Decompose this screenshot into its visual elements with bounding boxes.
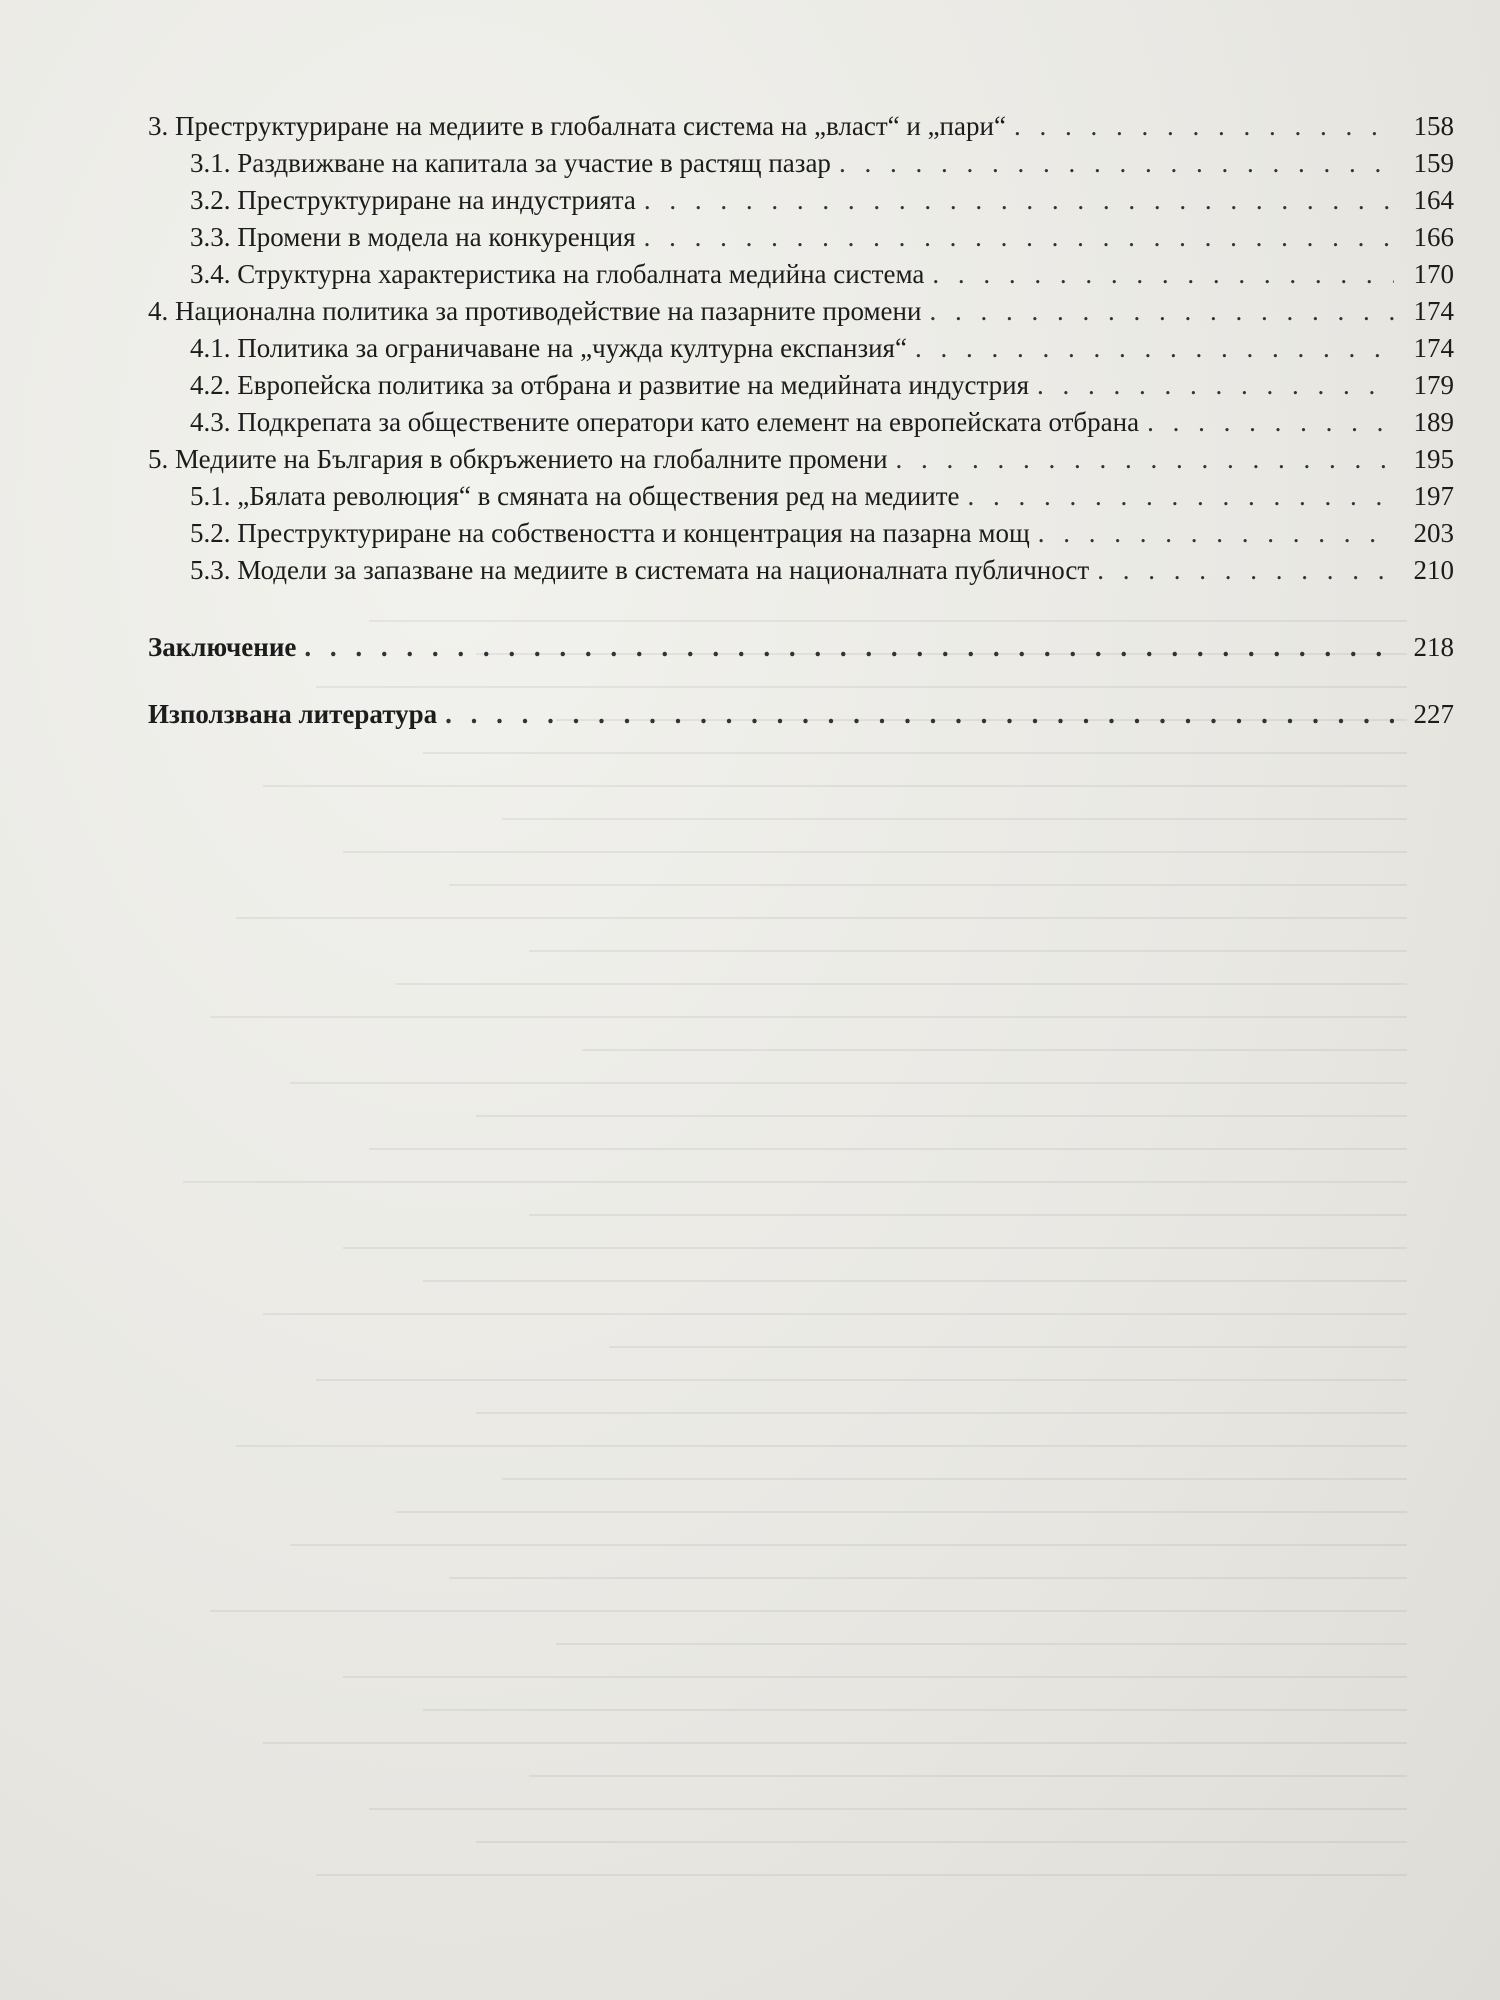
toc-entry-page: 166 (1413, 222, 1454, 252)
toc-conclusion (148, 629, 1454, 666)
toc-entry-title: 3.4. Структурна характеристика на глобалната медийна система (190, 259, 925, 289)
toc-entry-title: 5.2. Преструктуриране на собствеността и концентрация на пазарна мощ (190, 518, 1030, 548)
toc-conclusion-page: 218 (1413, 632, 1454, 662)
toc-entry-page: 158 (1413, 111, 1454, 141)
toc-entry-title: 3.2. Преструктуриране на индустрията (190, 185, 636, 215)
toc-entry (148, 478, 1454, 515)
dot-leader (1097, 552, 1394, 589)
toc-entry-page: 195 (1413, 444, 1454, 474)
toc-entry-title: 5. Медиите на България в обкръжението на глобалните промени (148, 444, 888, 474)
toc-entry-title: 5.1. „Бялата революция“ в смяната на обществения ред на медиите (190, 481, 960, 511)
toc-entry (148, 441, 1454, 478)
dot-leader (915, 330, 1394, 367)
toc-bibliography-page: 227 (1413, 699, 1454, 729)
toc-entry (148, 108, 1454, 145)
show-through-text (130, 620, 1460, 1980)
toc-entry-page: 179 (1413, 370, 1454, 400)
dot-leader (644, 182, 1394, 219)
dot-leader (1037, 367, 1394, 404)
toc-entry (148, 219, 1454, 256)
dot-leader (644, 219, 1394, 256)
toc-entry (148, 145, 1454, 182)
dot-leader (1038, 515, 1394, 552)
toc-entry-title: 4.3. Подкрепата за обществените оператори като елемент на европейската отбрана (190, 407, 1140, 437)
table-of-contents (148, 108, 1454, 733)
dot-leader (304, 629, 1394, 666)
toc-entry-page: 197 (1413, 481, 1454, 511)
toc-entry-page: 174 (1413, 296, 1454, 326)
toc-entry-title: 3.1. Раздвижване на капитала за участие в растящ пазар (190, 148, 831, 178)
dot-leader (896, 441, 1394, 478)
toc-entry-title: 4.1. Политика за ограничаване на „чужда културна експанзия“ (190, 333, 907, 363)
toc-entry-title: 4.2. Европейска политика за отбрана и развитие на медийната индустрия (190, 370, 1030, 400)
toc-entry-page: 159 (1413, 148, 1454, 178)
toc-entry-page: 203 (1413, 518, 1454, 548)
toc-entry-title: 3. Преструктуриране на медиите в глобалната система на „власт“ и „пари“ (148, 111, 1006, 141)
toc-entry-page: 164 (1413, 185, 1454, 215)
toc-entry-title: 5.3. Модели за запазване на медиите в системата на националната публичност (190, 555, 1090, 585)
dot-leader (1147, 404, 1394, 441)
toc-bibliography (148, 696, 1454, 733)
dot-leader (967, 478, 1394, 515)
toc-entry (148, 256, 1454, 293)
dot-leader (929, 293, 1394, 330)
toc-entry (148, 367, 1454, 404)
toc-conclusion-title: Заключение (148, 632, 297, 662)
toc-entry-page: 189 (1413, 407, 1454, 437)
dot-leader (839, 145, 1394, 182)
toc-entry (148, 552, 1454, 589)
toc-entry (148, 404, 1454, 441)
toc-entry-title: 4. Национална политика за противодействие на пазарните промени (148, 296, 922, 326)
toc-entry (148, 182, 1454, 219)
dot-leader (932, 256, 1394, 293)
dot-leader (445, 696, 1394, 733)
toc-entry-title: 3.3. Промени в модела на конкуренция (190, 222, 636, 252)
toc-entry (148, 515, 1454, 552)
toc-entry (148, 330, 1454, 367)
toc-entry-page: 210 (1413, 555, 1454, 585)
toc-entry-page: 174 (1413, 333, 1454, 363)
toc-bibliography-title: Използвана литература (148, 699, 438, 729)
toc-entry (148, 293, 1454, 330)
toc-entry-page: 170 (1413, 259, 1454, 289)
dot-leader (1014, 108, 1394, 145)
